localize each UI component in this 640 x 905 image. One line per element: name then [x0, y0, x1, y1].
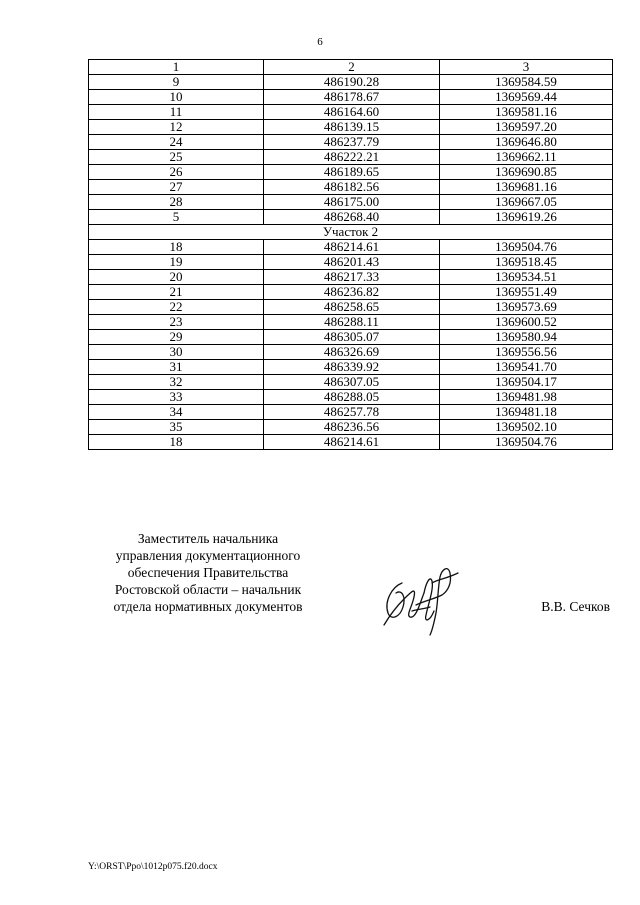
x-coordinate-cell: 486258.65	[264, 300, 440, 315]
y-coordinate-cell: 1369556.56	[440, 345, 613, 360]
signatory-title-line: управления документационного	[115, 548, 301, 563]
section-title: Участок 2	[89, 225, 613, 240]
table-row	[89, 345, 613, 360]
y-coordinate-cell: 1369481.98	[440, 390, 613, 405]
x-coordinate-cell: 486217.33	[264, 270, 440, 285]
point-number-cell: 10	[89, 90, 264, 105]
x-coordinate-cell: 486189.65	[264, 165, 440, 180]
table-row	[89, 420, 613, 435]
y-coordinate-cell: 1369667.05	[440, 195, 613, 210]
table-row	[89, 255, 613, 270]
header-cell-1: 1	[89, 60, 264, 75]
x-coordinate-cell: 486178.67	[264, 90, 440, 105]
table-row	[89, 330, 613, 345]
x-coordinate-cell: 486164.60	[264, 105, 440, 120]
x-coordinate-cell: 486175.00	[264, 195, 440, 210]
table-row	[89, 165, 613, 180]
point-number-cell: 27	[89, 180, 264, 195]
point-number-cell: 11	[89, 105, 264, 120]
handwritten-signature	[372, 553, 468, 637]
signer-name: В.В. Сечков	[541, 599, 610, 614]
table-row	[89, 105, 613, 120]
signatory-title-line: обеспечения Правительства	[127, 565, 289, 580]
x-coordinate-cell: 486237.79	[264, 135, 440, 150]
coordinates-table	[88, 59, 613, 450]
point-number-cell: 24	[89, 135, 264, 150]
point-number-cell: 23	[89, 315, 264, 330]
point-number-cell: 26	[89, 165, 264, 180]
table-row	[89, 240, 613, 255]
x-coordinate-cell: 486214.61	[264, 240, 440, 255]
table-row	[89, 405, 613, 420]
y-coordinate-cell: 1369504.76	[440, 435, 613, 450]
y-coordinate-cell: 1369569.44	[440, 90, 613, 105]
table-row	[89, 435, 613, 450]
table-row	[89, 150, 613, 165]
signatory-title-line: Ростовской области – начальник	[114, 582, 302, 597]
y-coordinate-cell: 1369504.76	[440, 240, 613, 255]
y-coordinate-cell: 1369481.18	[440, 405, 613, 420]
y-coordinate-cell: 1369504.17	[440, 375, 613, 390]
table-row	[89, 180, 613, 195]
table-row	[89, 315, 613, 330]
point-number-cell: 33	[89, 390, 264, 405]
y-coordinate-cell: 1369681.16	[440, 180, 613, 195]
point-number-cell: 5	[89, 210, 264, 225]
table-row	[89, 360, 613, 375]
point-number-cell: 31	[89, 360, 264, 375]
x-coordinate-cell: 486214.61	[264, 435, 440, 450]
point-number-cell: 12	[89, 120, 264, 135]
point-number-cell: 19	[89, 255, 264, 270]
y-coordinate-cell: 1369619.26	[440, 210, 613, 225]
y-coordinate-cell: 1369573.69	[440, 300, 613, 315]
page-number: 6	[317, 36, 323, 48]
table-row	[89, 120, 613, 135]
x-coordinate-cell: 486288.11	[264, 315, 440, 330]
signatory-title	[88, 530, 328, 615]
y-coordinate-cell: 1369502.10	[440, 420, 613, 435]
point-number-cell: 21	[89, 285, 264, 300]
table-row	[89, 285, 613, 300]
y-coordinate-cell: 1369581.16	[440, 105, 613, 120]
table-row	[89, 270, 613, 285]
table-header-row	[89, 60, 613, 75]
x-coordinate-cell: 486190.28	[264, 75, 440, 90]
y-coordinate-cell: 1369584.59	[440, 75, 613, 90]
y-coordinate-cell: 1369690.85	[440, 165, 613, 180]
point-number-cell: 18	[89, 435, 264, 450]
point-number-cell: 25	[89, 150, 264, 165]
x-coordinate-cell: 486288.05	[264, 390, 440, 405]
y-coordinate-cell: 1369600.52	[440, 315, 613, 330]
point-number-cell: 22	[89, 300, 264, 315]
x-coordinate-cell: 486326.69	[264, 345, 440, 360]
point-number-cell: 9	[89, 75, 264, 90]
y-coordinate-cell: 1369541.70	[440, 360, 613, 375]
y-coordinate-cell: 1369551.49	[440, 285, 613, 300]
x-coordinate-cell: 486201.43	[264, 255, 440, 270]
table-row	[89, 195, 613, 210]
point-number-cell: 32	[89, 375, 264, 390]
point-number-cell: 34	[89, 405, 264, 420]
table-row	[89, 135, 613, 150]
table-row	[89, 75, 613, 90]
x-coordinate-cell: 486268.40	[264, 210, 440, 225]
x-coordinate-cell: 486307.05	[264, 375, 440, 390]
x-coordinate-cell: 486222.21	[264, 150, 440, 165]
y-coordinate-cell: 1369646.80	[440, 135, 613, 150]
point-number-cell: 28	[89, 195, 264, 210]
file-path: Y:\ORST\Ppo\1012p075.f20.docx	[88, 862, 218, 872]
x-coordinate-cell: 486305.07	[264, 330, 440, 345]
signatory-title-line: отдела нормативных документов	[113, 599, 303, 614]
table-row	[89, 210, 613, 225]
signatory-title-line: Заместитель начальника	[137, 531, 279, 546]
x-coordinate-cell: 486236.56	[264, 420, 440, 435]
x-coordinate-cell: 486139.15	[264, 120, 440, 135]
point-number-cell: 35	[89, 420, 264, 435]
section-row	[89, 225, 613, 240]
table-row	[89, 375, 613, 390]
point-number-cell: 20	[89, 270, 264, 285]
y-coordinate-cell: 1369518.45	[440, 255, 613, 270]
header-cell-3: 3	[440, 60, 613, 75]
table-row	[89, 390, 613, 405]
y-coordinate-cell: 1369597.20	[440, 120, 613, 135]
header-cell-2: 2	[264, 60, 440, 75]
point-number-cell: 18	[89, 240, 264, 255]
y-coordinate-cell: 1369580.94	[440, 330, 613, 345]
table-row	[89, 300, 613, 315]
x-coordinate-cell: 486339.92	[264, 360, 440, 375]
point-number-cell: 30	[89, 345, 264, 360]
point-number-cell: 29	[89, 330, 264, 345]
x-coordinate-cell: 486182.56	[264, 180, 440, 195]
x-coordinate-cell: 486257.78	[264, 405, 440, 420]
table-row	[89, 90, 613, 105]
y-coordinate-cell: 1369662.11	[440, 150, 613, 165]
x-coordinate-cell: 486236.82	[264, 285, 440, 300]
y-coordinate-cell: 1369534.51	[440, 270, 613, 285]
